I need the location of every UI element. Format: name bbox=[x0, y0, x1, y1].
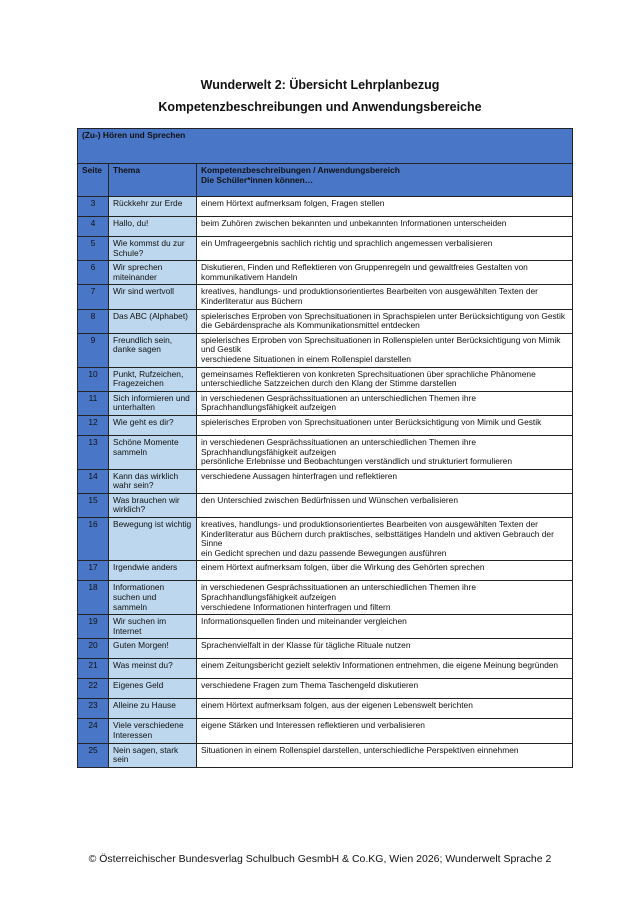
cell-thema: Freundlich sein, danke sagen bbox=[109, 333, 197, 367]
cell-beschreibung: einem Hörtext aufmerksam folgen, aus der eigenen Lebenswelt berichten bbox=[197, 699, 573, 719]
cell-thema: Das ABC (Alphabet) bbox=[109, 309, 197, 333]
cell-thema: Sich informieren und unterhalten bbox=[109, 391, 197, 415]
cell-beschreibung: verschiedene Fragen zum Thema Taschengeld diskutieren bbox=[197, 679, 573, 699]
cell-thema: Irgendwie anders bbox=[109, 561, 197, 581]
cell-beschreibung: einem Hörtext aufmerksam folgen, über die Wirkung des Gehörten sprechen bbox=[197, 561, 573, 581]
header-beschreibung-line2: Die Schüler*innen können… bbox=[201, 174, 314, 185]
table-row bbox=[78, 415, 573, 435]
cell-seite: 5 bbox=[78, 237, 109, 261]
table-row bbox=[78, 197, 573, 217]
cell-thema: Wir sind wertvoll bbox=[109, 285, 197, 309]
cell-beschreibung: Diskutieren, Finden und Reflektieren von Gruppenregeln und gewaltfreies Gestalten von kommunikativem Handeln bbox=[197, 261, 573, 285]
table-row bbox=[78, 435, 573, 469]
cell-beschreibung: kreatives, handlungs- und produktionsorientiertes Bearbeiten von ausgewählten Texten der Kinderliteratur aus Büchern bbox=[197, 285, 573, 309]
cell-thema: Wir sprechen miteinander bbox=[109, 261, 197, 285]
table-row bbox=[78, 561, 573, 581]
cell-seite: 22 bbox=[78, 679, 109, 699]
table-row bbox=[78, 493, 573, 517]
cell-thema: Eigenes Geld bbox=[109, 679, 197, 699]
cell-thema: Nein sagen, stark sein bbox=[109, 743, 197, 767]
header-seite: Seite bbox=[78, 164, 109, 197]
cell-beschreibung: in verschiedenen Gesprächssituationen an unterschiedlichen Themen ihre Sprachhandlungsfähigkeit aufzeigen persönliche Erlebnisse und Beobachtungen verständlich und strukturiert formulieren bbox=[197, 435, 573, 469]
cell-seite: 7 bbox=[78, 285, 109, 309]
cell-beschreibung: verschiedene Aussagen hinterfragen und reflektieren bbox=[197, 469, 573, 493]
cell-thema: Viele verschiedene Interessen bbox=[109, 719, 197, 743]
cell-seite: 9 bbox=[78, 333, 109, 367]
cell-seite: 23 bbox=[78, 699, 109, 719]
table-row bbox=[78, 699, 573, 719]
cell-seite: 15 bbox=[78, 493, 109, 517]
cell-thema: Guten Morgen! bbox=[109, 639, 197, 659]
cell-seite: 8 bbox=[78, 309, 109, 333]
table-row bbox=[78, 659, 573, 679]
curriculum-table bbox=[77, 128, 573, 768]
table-banner-row bbox=[78, 129, 573, 164]
cell-thema: Rückkehr zur Erde bbox=[109, 197, 197, 217]
cell-seite: 4 bbox=[78, 217, 109, 237]
cell-thema: Wir suchen im Internet bbox=[109, 615, 197, 639]
cell-beschreibung: spielerisches Erproben von Sprechsituationen in Rollenspielen unter Berücksichtigung von Mimik und Gestik verschiedene Situationen in einem Rollenspiel darstellen bbox=[197, 333, 573, 367]
cell-thema: Wie kommst du zur Schule? bbox=[109, 237, 197, 261]
cell-seite: 10 bbox=[78, 367, 109, 391]
table-row bbox=[78, 285, 573, 309]
table-row bbox=[78, 261, 573, 285]
cell-seite: 11 bbox=[78, 391, 109, 415]
table-row bbox=[78, 679, 573, 699]
table-row bbox=[78, 639, 573, 659]
cell-beschreibung: Situationen in einem Rollenspiel darstellen, unterschiedliche Perspektiven einnehmen bbox=[197, 743, 573, 767]
cell-seite: 19 bbox=[78, 615, 109, 639]
cell-beschreibung: den Unterschied zwischen Bedürfnissen und Wünschen verbalisieren bbox=[197, 493, 573, 517]
table-row bbox=[78, 237, 573, 261]
header-thema: Thema bbox=[109, 164, 197, 197]
document-subtitle: Kompetenzbeschreibungen und Anwendungsbereiche bbox=[158, 100, 482, 114]
cell-thema: Bewegung ist wichtig bbox=[109, 518, 197, 561]
cell-seite: 25 bbox=[78, 743, 109, 767]
table-row bbox=[78, 333, 573, 367]
cell-beschreibung: spielerisches Erproben von Sprechsituationen unter Berücksichtigung von Mimik und Gestik bbox=[197, 415, 573, 435]
cell-thema: Wie geht es dir? bbox=[109, 415, 197, 435]
cell-seite: 13 bbox=[78, 435, 109, 469]
table-row bbox=[78, 719, 573, 743]
cell-thema: Schöne Momente sammeln bbox=[109, 435, 197, 469]
cell-beschreibung: einem Hörtext aufmerksam folgen, Fragen stellen bbox=[197, 197, 573, 217]
cell-thema: Hallo, du! bbox=[109, 217, 197, 237]
table-row bbox=[78, 469, 573, 493]
table-header-row bbox=[78, 164, 573, 197]
cell-beschreibung: einem Zeitungsbericht gezielt selektiv Informationen entnehmen, die eigene Meinung begründen bbox=[197, 659, 573, 679]
cell-thema: Alleine zu Hause bbox=[109, 699, 197, 719]
cell-seite: 18 bbox=[78, 581, 109, 615]
cell-thema: Punkt, Rufzeichen, Fragezeichen bbox=[109, 367, 197, 391]
table-row bbox=[78, 615, 573, 639]
cell-beschreibung: in verschiedenen Gesprächssituationen an unterschiedlichen Themen ihre Sprachhandlungsfähigkeit aufzeigen bbox=[197, 391, 573, 415]
table-row bbox=[78, 391, 573, 415]
cell-beschreibung: spielerisches Erproben von Sprechsituationen in Sprachspielen unter Berücksichtigung von Gestik die Gebärdensprache als Kommunikationsmittel entdecken bbox=[197, 309, 573, 333]
table-row bbox=[78, 217, 573, 237]
table-row bbox=[78, 309, 573, 333]
table-row bbox=[78, 743, 573, 767]
cell-beschreibung: gemeinsames Reflektieren von konkreten Sprechsituationen über sprachliche Phänomene unterschiedliche Satzzeichen durch den Klang der Stimme darstellen bbox=[197, 367, 573, 391]
table-row bbox=[78, 581, 573, 615]
cell-beschreibung: Sprachenvielfalt in der Klasse für tägliche Rituale nutzen bbox=[197, 639, 573, 659]
header-beschreibung-line1: Kompetenzbeschreibungen / Anwendungsbereich bbox=[201, 165, 400, 175]
cell-seite: 21 bbox=[78, 659, 109, 679]
cell-seite: 17 bbox=[78, 561, 109, 581]
cell-thema: Informationen suchen und sammeln bbox=[109, 581, 197, 615]
cell-beschreibung: eigene Stärken und Interessen reflektieren und verbalisieren bbox=[197, 719, 573, 743]
cell-beschreibung: Informationsquellen finden und miteinander vergleichen bbox=[197, 615, 573, 639]
cell-beschreibung: in verschiedenen Gesprächssituationen an unterschiedlichen Themen ihre Sprachhandlungsfähigkeit aufzeigen verschiedene Informationen hinterfragen und filtern bbox=[197, 581, 573, 615]
footer-copyright: © Österreichischer Bundesverlag Schulbuch GesmbH & Co.KG, Wien 2026; Wunderwelt Sprache 2 bbox=[88, 853, 552, 865]
table-row bbox=[78, 518, 573, 561]
cell-seite: 16 bbox=[78, 518, 109, 561]
cell-seite: 6 bbox=[78, 261, 109, 285]
cell-seite: 24 bbox=[78, 719, 109, 743]
cell-seite: 14 bbox=[78, 469, 109, 493]
cell-beschreibung: kreatives, handlungs- und produktionsorientiertes Bearbeiten von ausgewählten Texten der Kinderliteratur aus Büchern durch praktisches, selbsttätiges Handeln und aktiven Gebrauch der Sinne ein Gedicht sprechen und dazu passende Bewegungen ausführen bbox=[197, 518, 573, 561]
cell-thema: Was meinst du? bbox=[109, 659, 197, 679]
document-title: Wunderwelt 2: Übersicht Lehrplanbezug bbox=[200, 78, 440, 92]
cell-beschreibung: beim Zuhören zwischen bekannten und unbekannten Informationen unterscheiden bbox=[197, 217, 573, 237]
table-banner: (Zu-) Hören und Sprechen bbox=[78, 129, 573, 164]
cell-beschreibung: ein Umfrageergebnis sachlich richtig und sprachlich angemessen verbalisieren bbox=[197, 237, 573, 261]
cell-thema: Was brauchen wir wirklich? bbox=[109, 493, 197, 517]
header-beschreibung bbox=[197, 164, 573, 197]
cell-seite: 3 bbox=[78, 197, 109, 217]
cell-seite: 20 bbox=[78, 639, 109, 659]
cell-seite: 12 bbox=[78, 415, 109, 435]
table-row bbox=[78, 367, 573, 391]
cell-thema: Kann das wirklich wahr sein? bbox=[109, 469, 197, 493]
